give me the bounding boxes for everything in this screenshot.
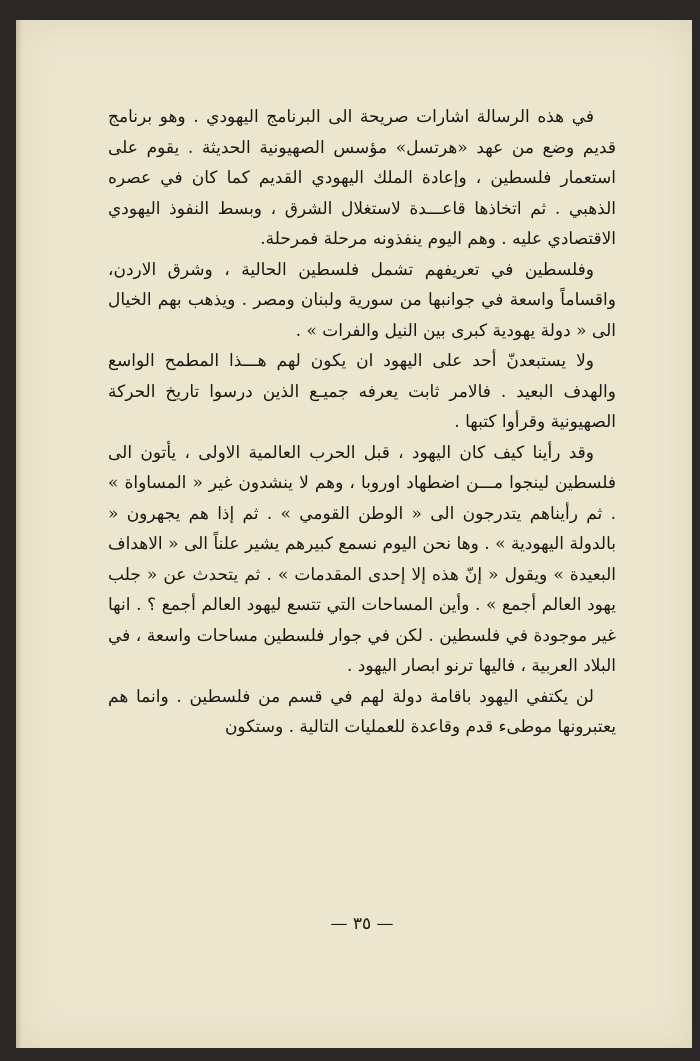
paragraph: وفلسطين في تعريفهم تشمل فلسطين الحالية ، وشرق الاردن، واقساماً واسعة في جوانبها من سورية ولبنان ومصر . ويذهب بهم الخيال الى « دولة يهودية كبرى بين النيل والفرات » . [108,259,616,341]
paragraph: ولا يستبعدنّ أحد على اليهود ان يكون لهم هـــذا المطمح الواسع والهدف البعيد . فالامر ثابت يعرفه جميـع الذين درسوا تاريخ الحركة الصهيونية وقرأوا كتبها . [108,351,616,432]
page-binding-shadow [16,20,22,1048]
paragraph: في هذه الرسالة اشارات صريحة الى البرنامج اليهودي . وهو برنامج قديم وضع من عهد «هرتسل» مؤسس الصهيونية الحديثة . يقوم على استعمار فلسطين ، وإعادة الملك اليهودي القديم كما كان في عصره الذهبي . ثم اتخاذها قاعـــدة لاستغلال الشرق ، وبسط النفوذ اليهودي الاقتصادي عليه . وهم اليوم ينفذونه مرحلة فمرحلة. [108,107,616,249]
paragraph: لن يكتفي اليهود باقامة دولة لهم في قسم من فلسطين . وانما هم يعتبرونها موطىء قدم وقاعدة للعمليات التالية . وستكون [108,686,616,737]
paragraph: وقد رأينا كيف كان اليهود ، قبل الحرب العالمية الاولى ، يأتون الى فلسطين لينجوا مـــن اضطهاد اوروبا ، وهم لا ينشدون غير « المساواة » . ثم رأيناهم يتدرجون الى « الوطن القومي » . ثم إذا هم يجهرون « بالدولة اليهودية » . وها نحن اليوم نسمع كبيرهم يشير علناً الى « الاهداف البعيدة » ويقول « إنّ هذه إلا إحدى المقدمات » . ثم يتحدث عن « جلب يهود العالم أجمع » . وأين المساحات التي تتسع ليهود العالم أجمع ؟ . انها غير موجودة في فلسطين . لكن في جوار فلسطين مساحات واسعة ، في البلاد العربية ، فاليها ترنو ابصار اليهود . [108,442,616,676]
page-number: — ٣٥ — [330,914,394,934]
body-text [108,102,616,743]
